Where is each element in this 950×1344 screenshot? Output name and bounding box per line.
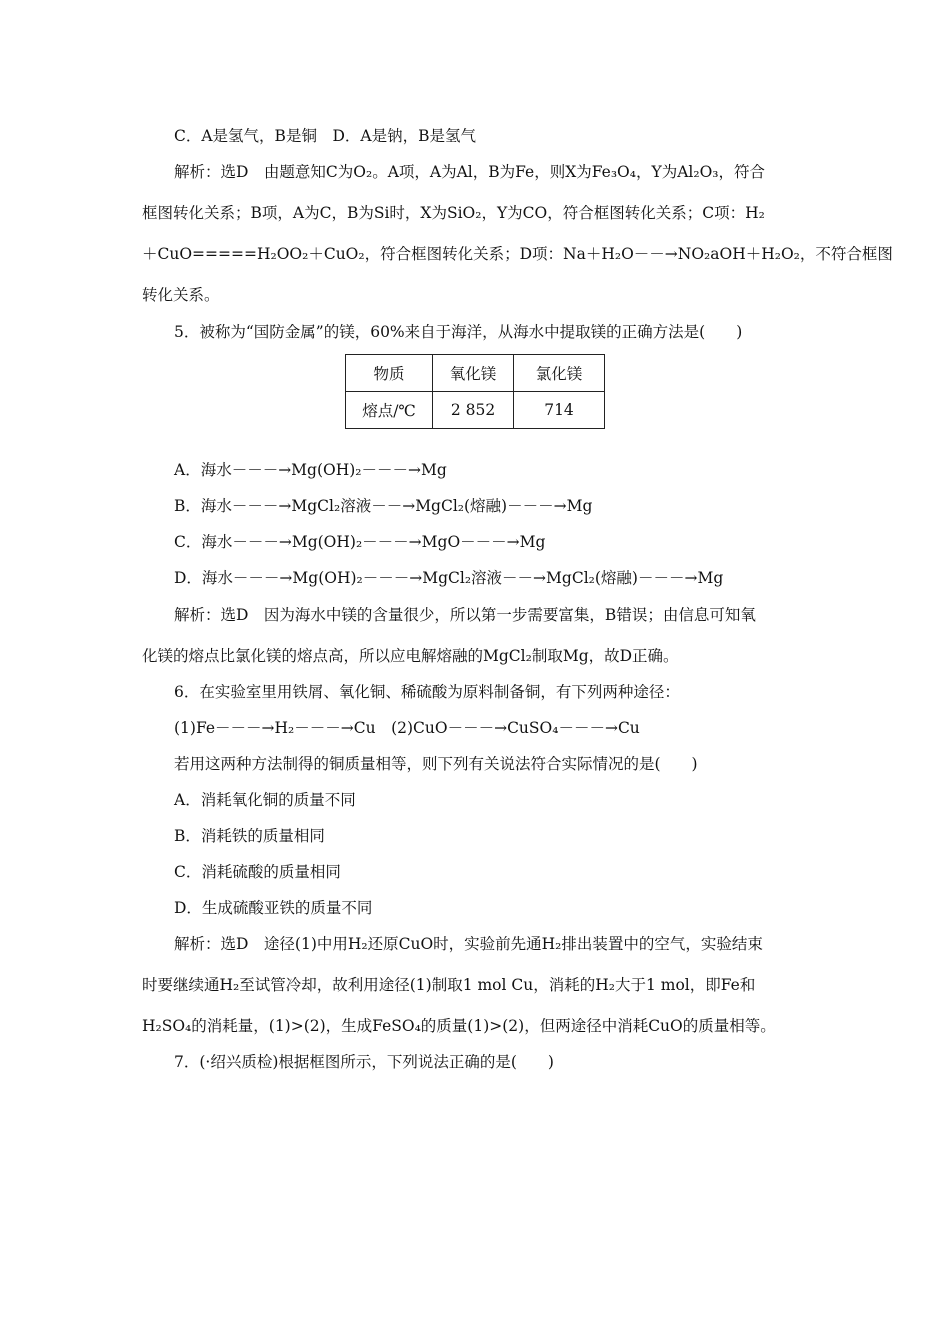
q6-stem: 6．在实验室里用铁屑、氧化铜、稀硫酸为原料制备铜，有下列两种途径：	[174, 683, 680, 701]
q7-stem: 7．(·绍兴质检)根据框图所示，下列说法正确的是( )	[174, 1053, 554, 1071]
q4-analysis-line-3: ＋CuO=====H₂OO₂＋CuO₂，符合框图转化关系；D项：Na＋H₂O－－→NO₂aOH＋H₂O₂，不符合框图	[142, 245, 893, 263]
q6-analysis-line-3: H₂SO₄的消耗量，(1)>(2)，生成FeSO₄的质量(1)>(2)，但两途径中消耗CuO的质量相等。	[142, 1017, 776, 1035]
table-cell: 熔点/℃	[346, 392, 433, 429]
table-cell: 2 852	[433, 392, 514, 429]
q5-analysis-line-1: 解析：选D 因为海水中镁的含量很少，所以第一步需要富集，B错误；由信息可知氧	[174, 606, 756, 624]
q6-analysis-line-1: 解析：选D 途径(1)中用H₂还原CuO时，实验前先通H₂排出装置中的空气，实验结束	[174, 935, 763, 953]
q6-option-a: A．消耗氧化铜的质量不同	[174, 791, 356, 809]
table-row	[346, 392, 605, 429]
q5-option-a: A．海水－－－→Mg(OH)₂－－－→Mg	[174, 461, 447, 479]
melting-point-table	[345, 354, 605, 429]
q4-analysis-line-2: 框图转化关系；B项，A为C，B为Si时，X为SiO₂，Y为CO，符合框图转化关系；C项：H₂	[142, 204, 765, 222]
q5-option-d: D．海水－－－→Mg(OH)₂－－－→MgCl₂溶液－－→MgCl₂(熔融)－－－→Mg	[174, 569, 724, 587]
q5-stem: 5．被称为“国防金属”的镁，60%来自于海洋，从海水中提取镁的正确方法是( )	[174, 323, 743, 341]
table-header-cell: 氧化镁	[433, 355, 514, 392]
q5-option-b: B．海水－－－→MgCl₂溶液－－→MgCl₂(熔融)－－－→Mg	[174, 497, 593, 515]
q6-question: 若用这两种方法制得的铜质量相等，则下列有关说法符合实际情况的是( )	[174, 755, 698, 773]
q5-analysis-line-2: 化镁的熔点比氯化镁的熔点高，所以应电解熔融的MgCl₂制取Mg，故D正确。	[142, 647, 679, 665]
q4-option-cd: C．A是氢气，B是铜 D．A是钠，B是氢气	[174, 127, 476, 145]
q6-option-c: C．消耗硫酸的质量相同	[174, 863, 341, 881]
table-row	[346, 355, 605, 392]
q6-option-b: B．消耗铁的质量相同	[174, 827, 325, 845]
q4-analysis-line-1: 解析：选D 由题意知C为O₂。A项，A为Al，B为Fe，则X为Fe₃O₄，Y为Al₂O₃，符合	[174, 163, 765, 181]
table-cell: 714	[514, 392, 605, 429]
q6-analysis-line-2: 时要继续通H₂至试管冷却，故利用途径(1)制取1 mol Cu，消耗的H₂大于1 mol，即Fe和	[142, 976, 756, 994]
q4-analysis-line-4: 转化关系。	[142, 286, 220, 304]
table-header-cell: 物质	[346, 355, 433, 392]
table-header-cell: 氯化镁	[514, 355, 605, 392]
q5-option-c: C．海水－－－→Mg(OH)₂－－－→MgO－－－→Mg	[174, 533, 546, 551]
q6-option-d: D．生成硫酸亚铁的质量不同	[174, 899, 373, 917]
q6-routes: (1)Fe－－－→H₂－－－→Cu (2)CuO－－－→CuSO₄－－－→Cu	[174, 719, 640, 737]
